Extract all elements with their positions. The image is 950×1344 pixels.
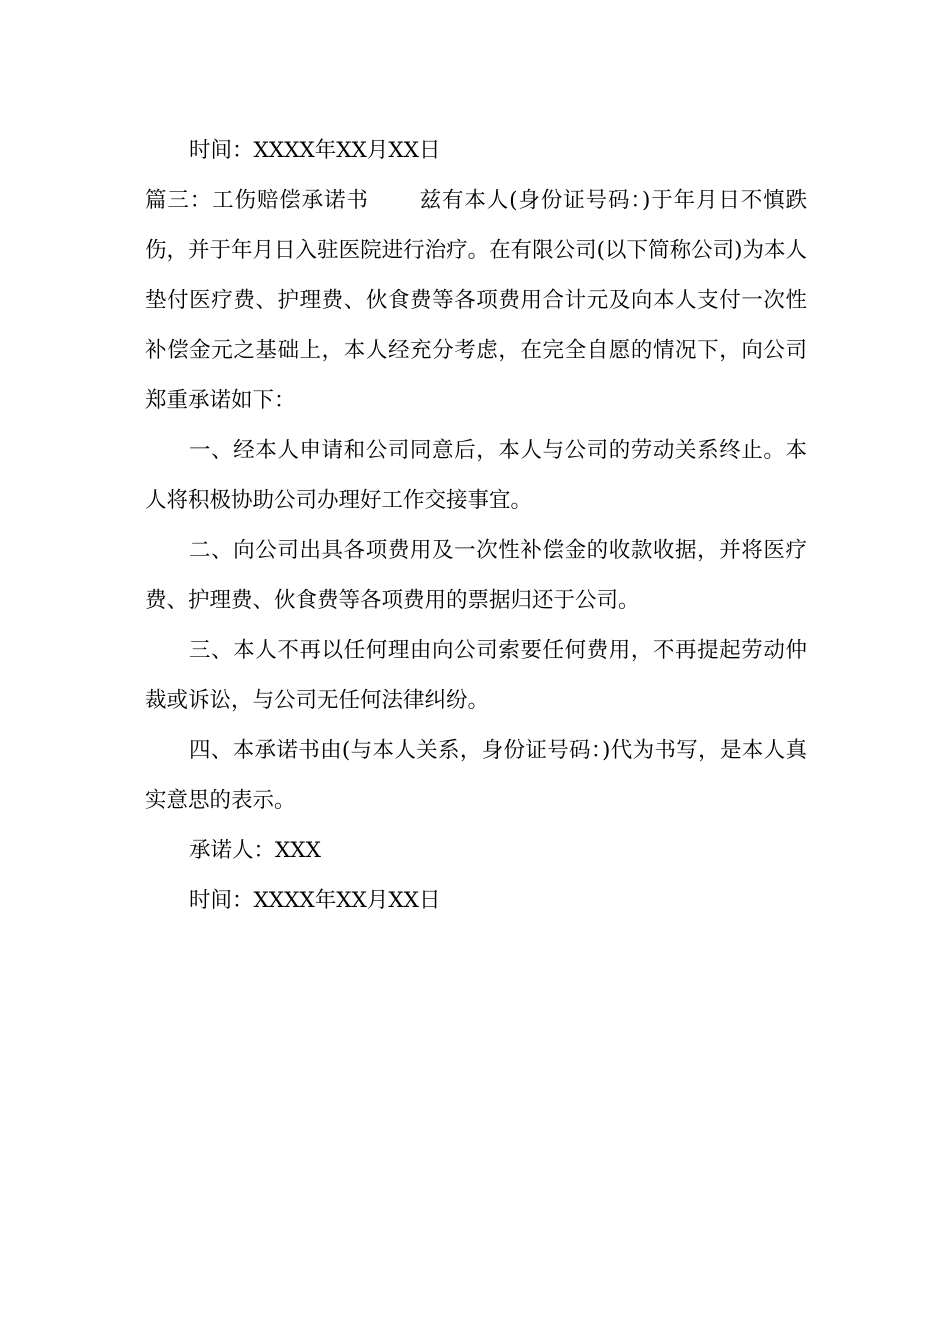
commitment-item-1: 一、经本人申请和公司同意后，本人与公司的劳动关系终止。本人将积极协助公司办理好工作交接事宜。 — [145, 438, 807, 513]
commitment-item-3: 三、本人不再以任何理由向公司索要任何费用，不再提起劳动仲裁或诉讼，与公司无任何法律纠纷。 — [145, 638, 807, 713]
document-heading: 篇三：工伤赔偿承诺书 — [145, 188, 369, 213]
top-date: 时间：XXXX年XX月XX日 — [189, 138, 441, 163]
commitment-item-2: 二、向公司出具各项费用及一次性补偿金的收款收据，并将医疗费、护理费、伙食费等各项费用的票据归还于公司。 — [145, 538, 807, 613]
signer-line: 承诺人：XXX — [189, 838, 321, 863]
intro-text: 兹有本人(身份证号码：)于年月日不慎跌伤，并于年月日入驻医院进行治疗。在有限公司(以下简称公司)为本人垫付医疗费、护理费、伙食费等各项费用合计元及向本人支付一次性补偿金元之基础上，本人经充分考虑，在完全自愿的情况下，向公司郑重承诺如下： — [145, 188, 807, 413]
commitment-item-4: 四、本承诺书由(与本人关系，身份证号码：)代为书写，是本人真实意思的表示。 — [145, 738, 807, 813]
bottom-date: 时间：XXXX年XX月XX日 — [189, 888, 441, 913]
document-body — [145, 126, 807, 926]
heading-paragraph — [145, 176, 807, 426]
